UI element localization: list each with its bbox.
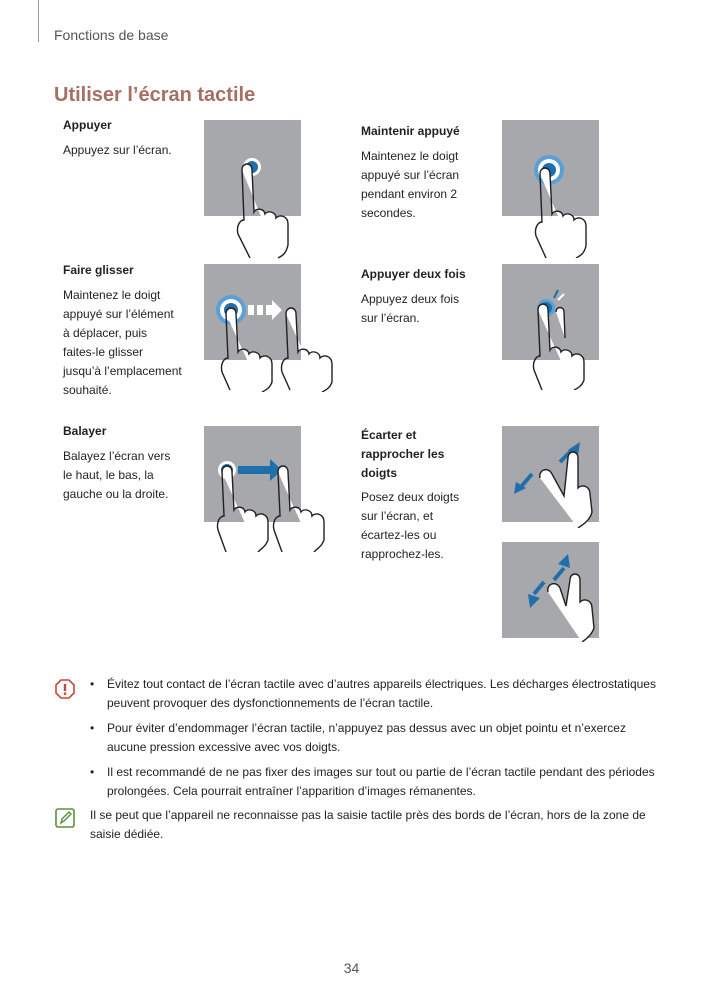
page-title: Utiliser l’écran tactile bbox=[54, 84, 256, 106]
warning-text: Évitez tout contact de l’écran tactile avec d’autres appareils électriques. Les décharges électrostatiques peuvent provoquer des dysfonctionnements de l’écran tactile. bbox=[107, 677, 656, 710]
gesture-desc-double-tap: Appuyez deux fois sur l’écran. bbox=[361, 292, 460, 325]
gesture-desc-tap: Appuyez sur l’écran. bbox=[63, 143, 172, 157]
bullet-dot: • bbox=[90, 721, 95, 735]
gesture-title-pinch: Écarter et rapprocher les doigts bbox=[361, 428, 445, 480]
note-icon bbox=[55, 808, 75, 828]
warning-list bbox=[90, 675, 660, 807]
bullet-dot: • bbox=[90, 677, 95, 691]
gesture-desc-pinch: Posez deux doigts sur l’écran, et écartez-les ou rapprochez-les. bbox=[361, 490, 460, 561]
warning-icon bbox=[55, 679, 75, 699]
gesture-desc-drag: Maintenez le doigt appuyé sur l’élément à déplacer, puis faites-le glisser jusqu’à l’emplacement souhaité. bbox=[63, 288, 182, 397]
warning-text: Pour éviter d’endommager l’écran tactile, n’appuyez pas dessus avec un objet pointu et n’exercez aucune pression excessive avec vos doigts. bbox=[107, 721, 626, 754]
long-press-hand-icon bbox=[528, 158, 618, 258]
gesture-title-swipe: Balayer bbox=[63, 424, 107, 438]
header-divider bbox=[38, 0, 39, 42]
gesture-title-drag: Faire glisser bbox=[63, 263, 134, 277]
warning-item bbox=[90, 763, 660, 801]
section-header: Fonctions de base bbox=[54, 27, 169, 43]
spread-hand-icon bbox=[534, 448, 604, 528]
gesture-title-tap: Appuyer bbox=[63, 118, 112, 132]
note-text: Il se peut que l’appareil ne reconnaisse pas la saisie tactile près des bords de l’écran, hors de la zone de saisie dédiée. bbox=[90, 808, 646, 841]
gesture-desc-swipe: Balayez l’écran vers le haut, le bas, la gauche ou la droite. bbox=[63, 449, 171, 501]
double-tap-hand-icon bbox=[528, 298, 608, 390]
gesture-desc-long-press: Maintenez le doigt appuyé sur l’écran pendant environ 2 secondes. bbox=[361, 149, 460, 220]
warning-text: Il est recommandé de ne pas fixer des images sur tout ou partie de l’écran tactile pendant des périodes prolongées. Cela pourrait entraîner l’apparition d’images rémanentes. bbox=[107, 765, 655, 798]
swipe-hand-icon bbox=[212, 460, 332, 552]
gesture-title-long-press: Maintenir appuyé bbox=[361, 124, 460, 138]
pinch-hand-icon bbox=[540, 572, 610, 642]
warning-item bbox=[90, 675, 660, 713]
page-number: 34 bbox=[343, 960, 360, 976]
warning-item bbox=[90, 719, 660, 757]
tap-hand-icon bbox=[230, 150, 320, 260]
drag-hand-icon bbox=[216, 302, 336, 392]
gesture-title-double-tap: Appuyer deux fois bbox=[361, 267, 466, 281]
bullet-dot: • bbox=[90, 765, 95, 779]
